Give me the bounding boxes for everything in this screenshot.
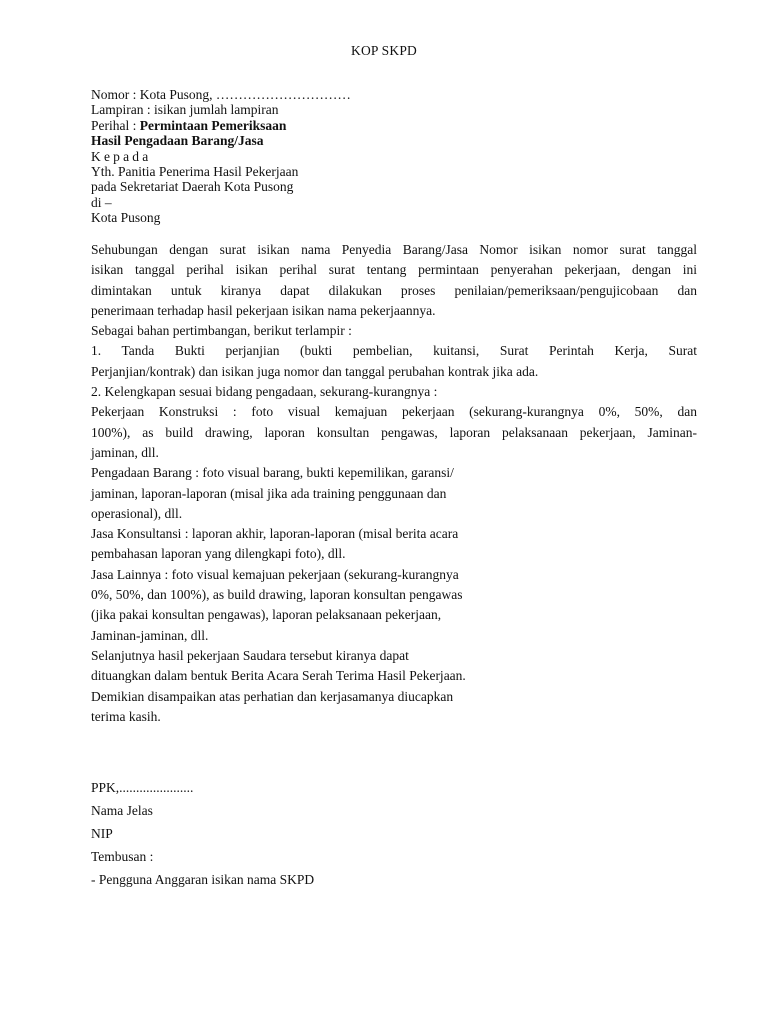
city-line: Kota Pusong [91,210,161,226]
nomor-line: Nomor : Kota Pusong, ………………………… [91,87,351,102]
body-line: dimintakan untuk kiranya dapat dilakukan proses penilaian/pemeriksaan/pengujicobaan dan [91,282,697,298]
perihal-line [91,118,351,133]
body-line: dituangkan dalam bentuk Berita Acara Serah Terima Hasil Pekerjaan. [91,668,466,684]
perihal-subject-2: Hasil Pengadaan Barang/Jasa [91,133,264,149]
body-line: Selanjutnya hasil pekerjaan Saudara tersebut kiranya dapat [91,647,409,663]
signature-block [91,776,314,891]
body-line: (jika pakai konsultan pengawas), laporan pelaksanaan pekerjaan, [91,607,442,623]
body-line: jaminan, dll. [91,444,159,460]
body-line: Pekerjaan Konstruksi : foto visual kemajuan pekerjaan (sekurang-kurangnya 0%, 50%, dan [91,404,697,420]
body-line: penerimaan terhadap hasil pekerjaan isikan nama pekerjaannya. [91,302,436,318]
kepada-line: Kepada [91,148,152,164]
body-line: Jasa Konsultansi : laporan akhir, laporan-laporan (misal berita acara [91,526,459,542]
lampiran-line: Lampiran : isikan jumlah lampiran [91,102,279,118]
body-line: Perjanjian/kontrak) dan isikan juga nomor dan tanggal perubahan kontrak jika ada. [91,363,539,379]
signer-name: Nama Jelas [91,803,153,818]
tembusan-item: - Pengguna Anggaran isikan nama SKPD [91,872,315,887]
body-line: Demikian disampaikan atas perhatian dan kerjasamanya diucapkan [91,688,454,704]
body-line: 2. Kelengkapan sesuai bidang pengadaan, sekurang-kurangnya : [91,384,438,400]
signer-nip: NIP [91,826,113,841]
body-line: Jasa Lainnya : foto visual kemajuan pekerjaan (sekurang-kurangnya [91,566,459,582]
body-line: terima kasih. [91,708,161,724]
tembusan-label: Tembusan : [91,849,154,864]
body-line: pembahasan laporan yang dilengkapi foto), dll. [91,546,346,562]
ppk-line: PPK,...................... [91,780,194,795]
body-line: Pengadaan Barang : foto visual barang, bukti kepemilikan, garansi/ [91,465,454,481]
body-line: Sehubungan dengan surat isikan nama Penyedia Barang/Jasa Nomor isikan nomor surat tanggal [91,242,697,257]
body-line: isikan tanggal perihal isikan perihal surat tentang permintaan penyerahan pekerjaan, dengan ini [91,262,697,278]
body-line: 100%), as build drawing, laporan konsultan pengawas, laporan pelaksanaan pekerjaan, Jaminan- [91,424,697,440]
recipient-office-line: pada Sekretariat Daerah Kota Pusong [91,179,294,195]
body-line: Sebagai bahan pertimbangan, berikut terlampir : [91,323,352,339]
perihal-label: Perihal : [91,117,140,133]
letter-body [91,240,697,727]
body-line: 1. Tanda Bukti perjanjian (bukti pembelian, kuitansi, Surat Perintah Kerja, Surat [91,343,697,359]
letter-header [91,87,351,226]
letterhead-title: KOP SKPD [351,43,417,58]
recipient-line: Yth. Panitia Penerima Hasil Pekerjaan [91,164,299,180]
body-line: 0%, 50%, dan 100%), as build drawing, laporan konsultan pengawas [91,587,463,603]
body-line: jaminan, laporan-laporan (misal jika ada training penggunaan dan [91,485,447,501]
body-line: operasional), dll. [91,505,183,521]
body-line: Jaminan-jaminan, dll. [91,627,209,643]
di-line: di – [91,194,112,210]
perihal-subject-1: Permintaan Pemeriksaan [139,117,287,133]
